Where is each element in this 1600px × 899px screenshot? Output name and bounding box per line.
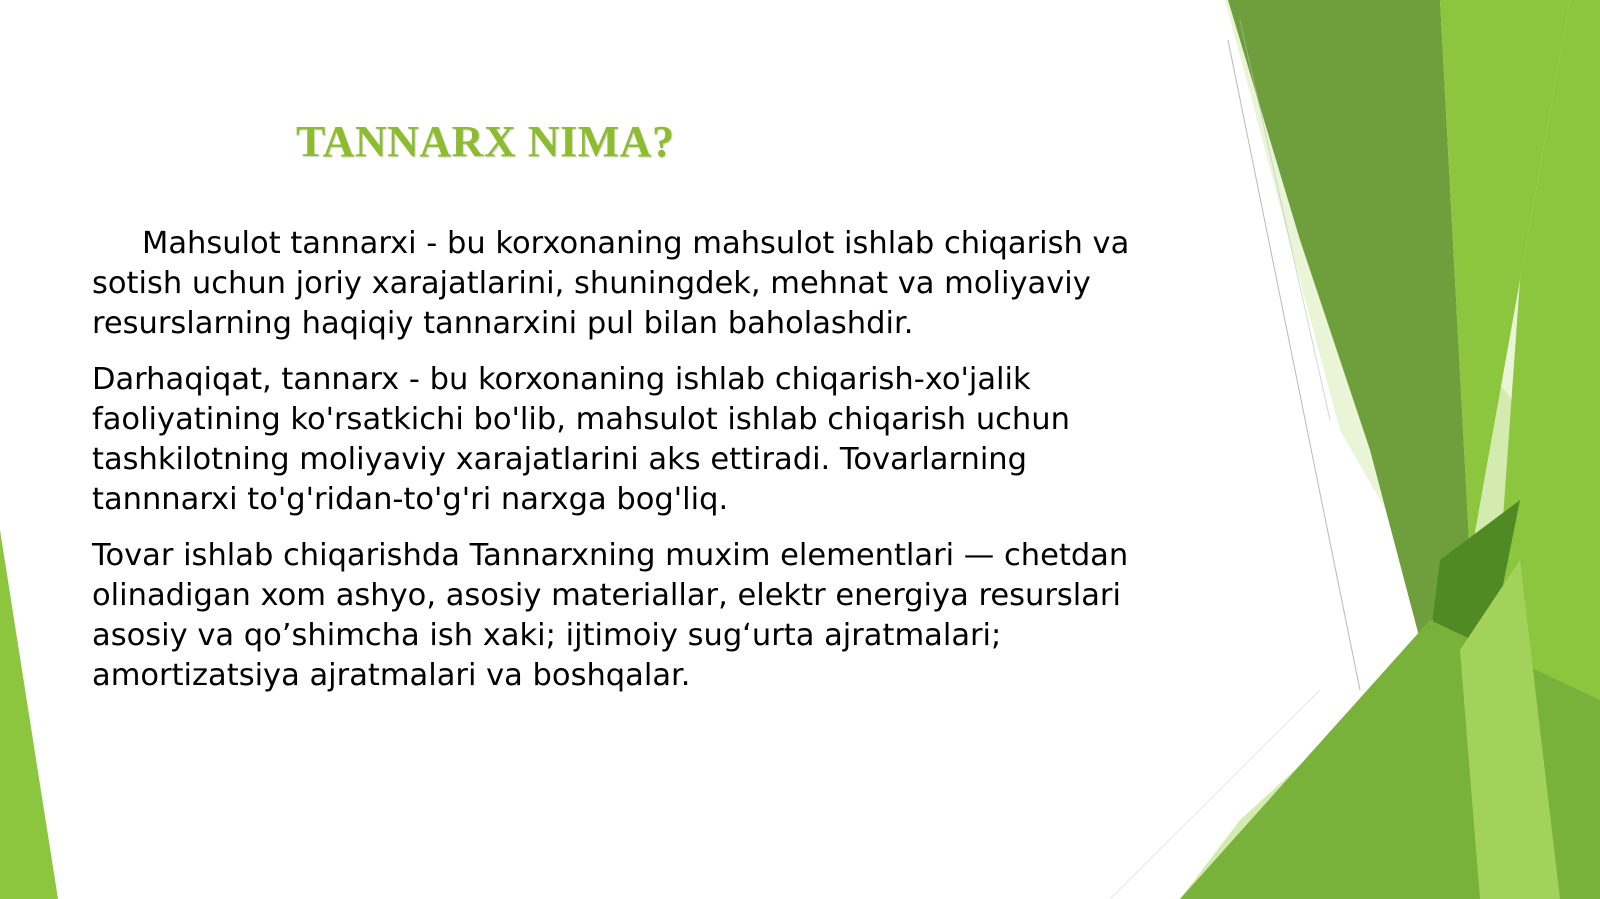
paragraph-definition: Mahsulot tannarxi - bu korxonaning mahsulot ishlab chiqarish va sotish uchun joriy xarajatlarini, shuningdek, mehnat va moliyaviy resurslarning haqiqiy tannarxini pul bilan baholashdir.: [92, 226, 1130, 341]
paragraph-elements: Tovar ishlab chiqarishda Tannarxning muxim elementlari — chetdan olinadigan xom ashyo, asosiy materiallar, elektr energiya resurslari asosiy va qo’shimcha ish xaki; ijtimoiy sug‘urta ajratmalari; amortizatsiya ajratmalari va boshqalar.: [92, 538, 1129, 693]
slide-body: [92, 224, 1192, 712]
paragraph-explanation: Darhaqiqat, tannarx - bu korxonaning ishlab chiqarish-xo'jalik faoliyatining ko'rsatkichi bo'lib, mahsulot ishlab chiqarish uchun tashkilotning moliyaviy xarajatlarini aks ettiradi. Tovarlarning tannnarxi to'g'ridan-to'g'ri narxga bog'liq.: [92, 362, 1070, 517]
slide-title: TANNARX NIMA?: [296, 117, 675, 166]
